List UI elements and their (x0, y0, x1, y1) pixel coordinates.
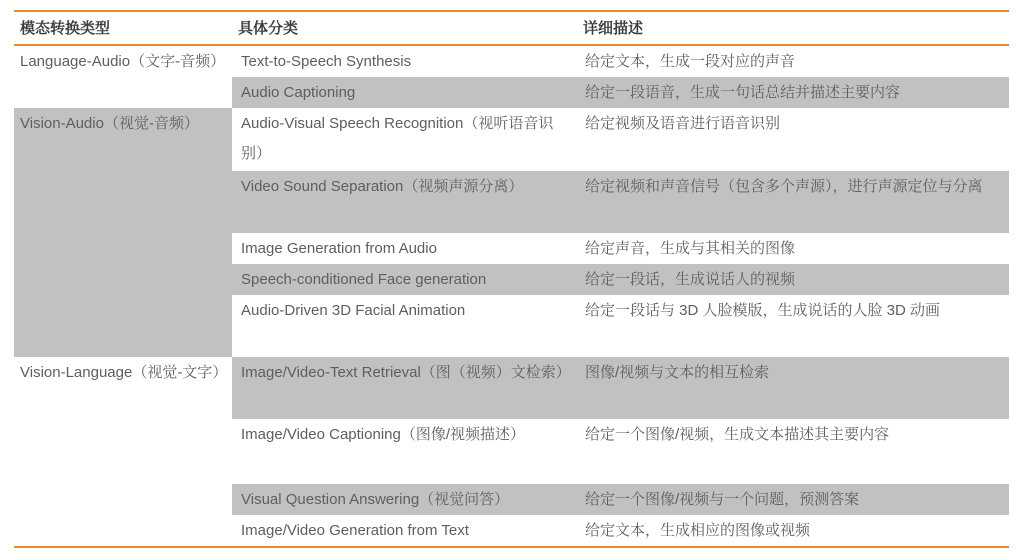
description-cell: 给定文本，生成相应的图像或视频 (585, 522, 811, 539)
category-cell: Audio Captioning (232, 77, 577, 108)
category-cell: Image/Video Captioning（图像/视频描述） (241, 426, 526, 443)
category-cell: Speech-conditioned Face generation (232, 264, 577, 295)
header-description: 详细描述 (583, 19, 644, 37)
table-row (14, 357, 1009, 419)
description-cell: 给定一个图像/视频与一个问题，预测答案 (577, 484, 1009, 515)
table-row (14, 108, 1009, 171)
description-cell: 图像/视频与文本的相互检索 (577, 357, 1009, 419)
category-cell: Text-to-Speech Synthesis (241, 53, 412, 70)
description-cell: 给定一段语音，生成一句话总结并描述主要内容 (577, 77, 1009, 108)
header-modality-type: 模态转换类型 (20, 19, 111, 37)
table-row (14, 45, 1009, 77)
description-cell: 给定视频及语音进行语音识别 (585, 115, 781, 132)
category-cell: Image/Video-Text Retrieval（图（视频）文检索） (232, 357, 577, 419)
modality-type-cell: Vision-Language（视觉-文字） (14, 357, 232, 547)
header-category: 具体分类 (238, 19, 299, 37)
category-cell: Video Sound Separation（视频声源分离） (232, 171, 577, 233)
description-cell: 给定文本，生成一段对应的声音 (585, 53, 796, 70)
modality-type-cell: Language-Audio（文字-音频） (14, 45, 232, 108)
description-cell: 给定一个图像/视频，生成文本描述其主要内容 (585, 426, 890, 443)
category-cell: Visual Question Answering（视觉问答） (232, 484, 577, 515)
category-cell: Image Generation from Audio (241, 240, 437, 257)
modality-type-cell: Vision-Audio（视觉-音频） (14, 108, 232, 357)
description-cell: 给定一段话与 3D 人脸模版，生成说话的人脸 3D 动画 (585, 302, 941, 319)
header-row (14, 11, 1009, 45)
modality-conversion-table (14, 10, 1009, 548)
category-cell: Image/Video Generation from Text (241, 522, 469, 539)
category-cell: Audio-Driven 3D Facial Animation (241, 302, 466, 319)
description-cell: 给定一段话，生成说话人的视频 (577, 264, 1009, 295)
category-cell: Audio-Visual Speech Recognition（视听语音识别） (241, 115, 554, 162)
description-cell: 给定声音，生成与其相关的图像 (585, 240, 796, 257)
description-cell: 给定视频和声音信号（包含多个声源），进行声源定位与分离 (577, 171, 1009, 233)
